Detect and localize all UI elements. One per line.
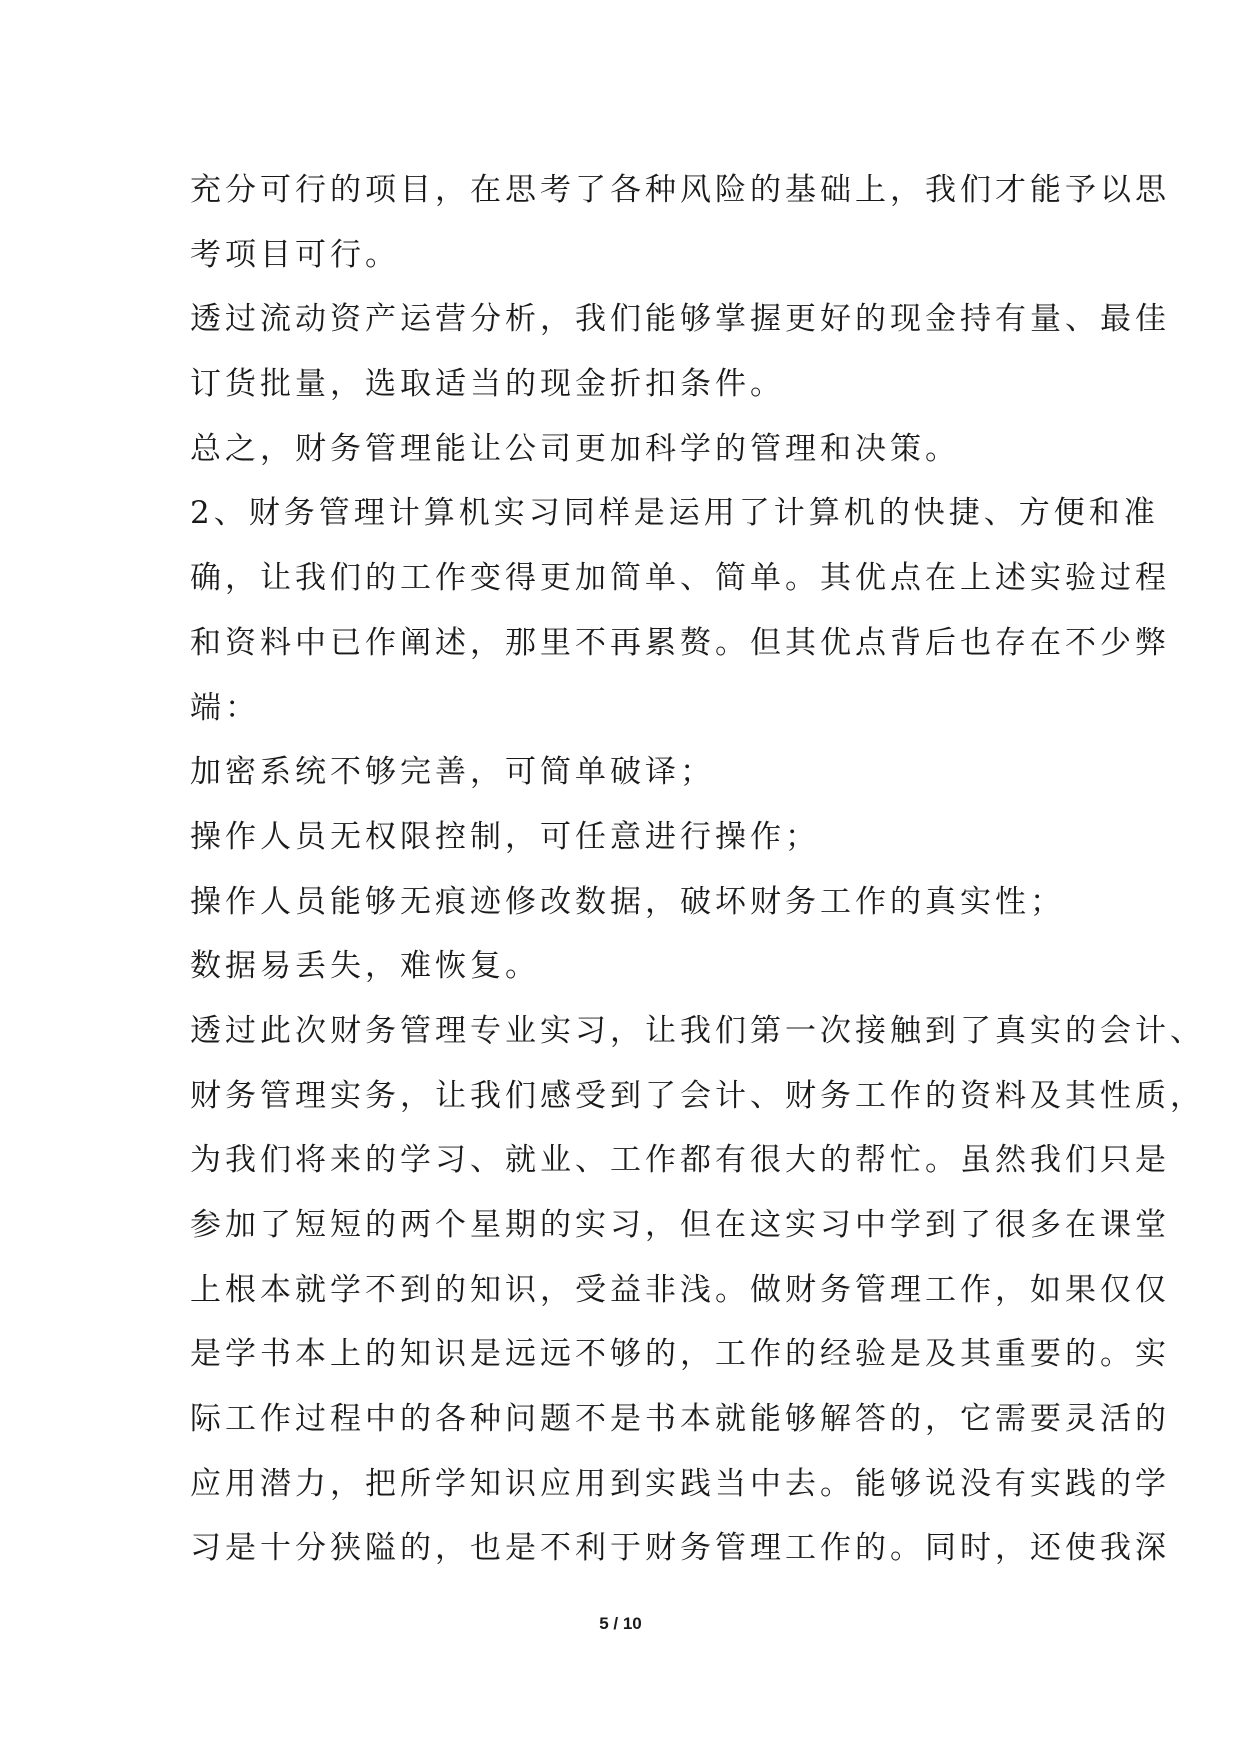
text-line: 端：	[190, 689, 260, 726]
text-line: 际工作过程中的各种问题不是书本就能够解答的，它需要灵活的	[190, 1401, 1170, 1438]
text-line: 透过此次财务管理专业实习，让我们第一次接触到了真实的会计、	[190, 1012, 1205, 1049]
text-line: 总之，财务管理能让公司更加科学的管理和决策。	[190, 430, 960, 467]
text-line: 参加了短短的两个星期的实习，但在这实习中学到了很多在课堂	[190, 1207, 1170, 1243]
text-line: 和资料中已作阐述，那里不再累赘。但其优点背后也存在不少弊	[190, 624, 1170, 661]
text-line: 是学书本上的知识是远远不够的，工作的经验是及其重要的。实	[190, 1336, 1170, 1373]
text-line: 加密系统不够完善，可简单破译；	[190, 754, 715, 791]
text-line: 透过流动资产运营分析，我们能够掌握更好的现金持有量、最佳	[190, 301, 1170, 338]
text-line: 操作人员能够无痕迹修改数据，破坏财务工作的真实性；	[190, 883, 1065, 920]
text-line: 上根本就学不到的知识，受益非浅。做财务管理工作，如果仅仅	[190, 1271, 1170, 1308]
text-line: 数据易丢失，难恢复。	[190, 948, 540, 985]
text-line: 确，让我们的工作变得更加简单、简单。其优点在上述实验过程	[190, 560, 1170, 597]
page-number: 5 / 10	[599, 1614, 642, 1633]
text-line: 2、财务管理计算机实习同样是运用了计算机的快捷、方便和准	[190, 495, 1159, 532]
text-line: 考项目可行。	[190, 236, 400, 273]
text-line: 操作人员无权限控制，可任意进行操作；	[190, 818, 820, 855]
text-line: 财务管理实务，让我们感受到了会计、财务工作的资料及其性质，	[190, 1077, 1205, 1114]
text-line: 习是十分狭隘的，也是不利于财务管理工作的。同时，还使我深	[190, 1530, 1170, 1567]
text-line: 为我们将来的学习、就业、工作都有很大的帮忙。虽然我们只是	[190, 1142, 1170, 1179]
text-line: 订货批量，选取适当的现金折扣条件。	[190, 366, 785, 403]
body-text	[190, 158, 1205, 1581]
text-line: 应用潜力，把所学知识应用到实践当中去。能够说没有实践的学	[190, 1465, 1170, 1502]
text-line: 充分可行的项目，在思考了各种风险的基础上，我们才能予以思	[190, 172, 1170, 208]
